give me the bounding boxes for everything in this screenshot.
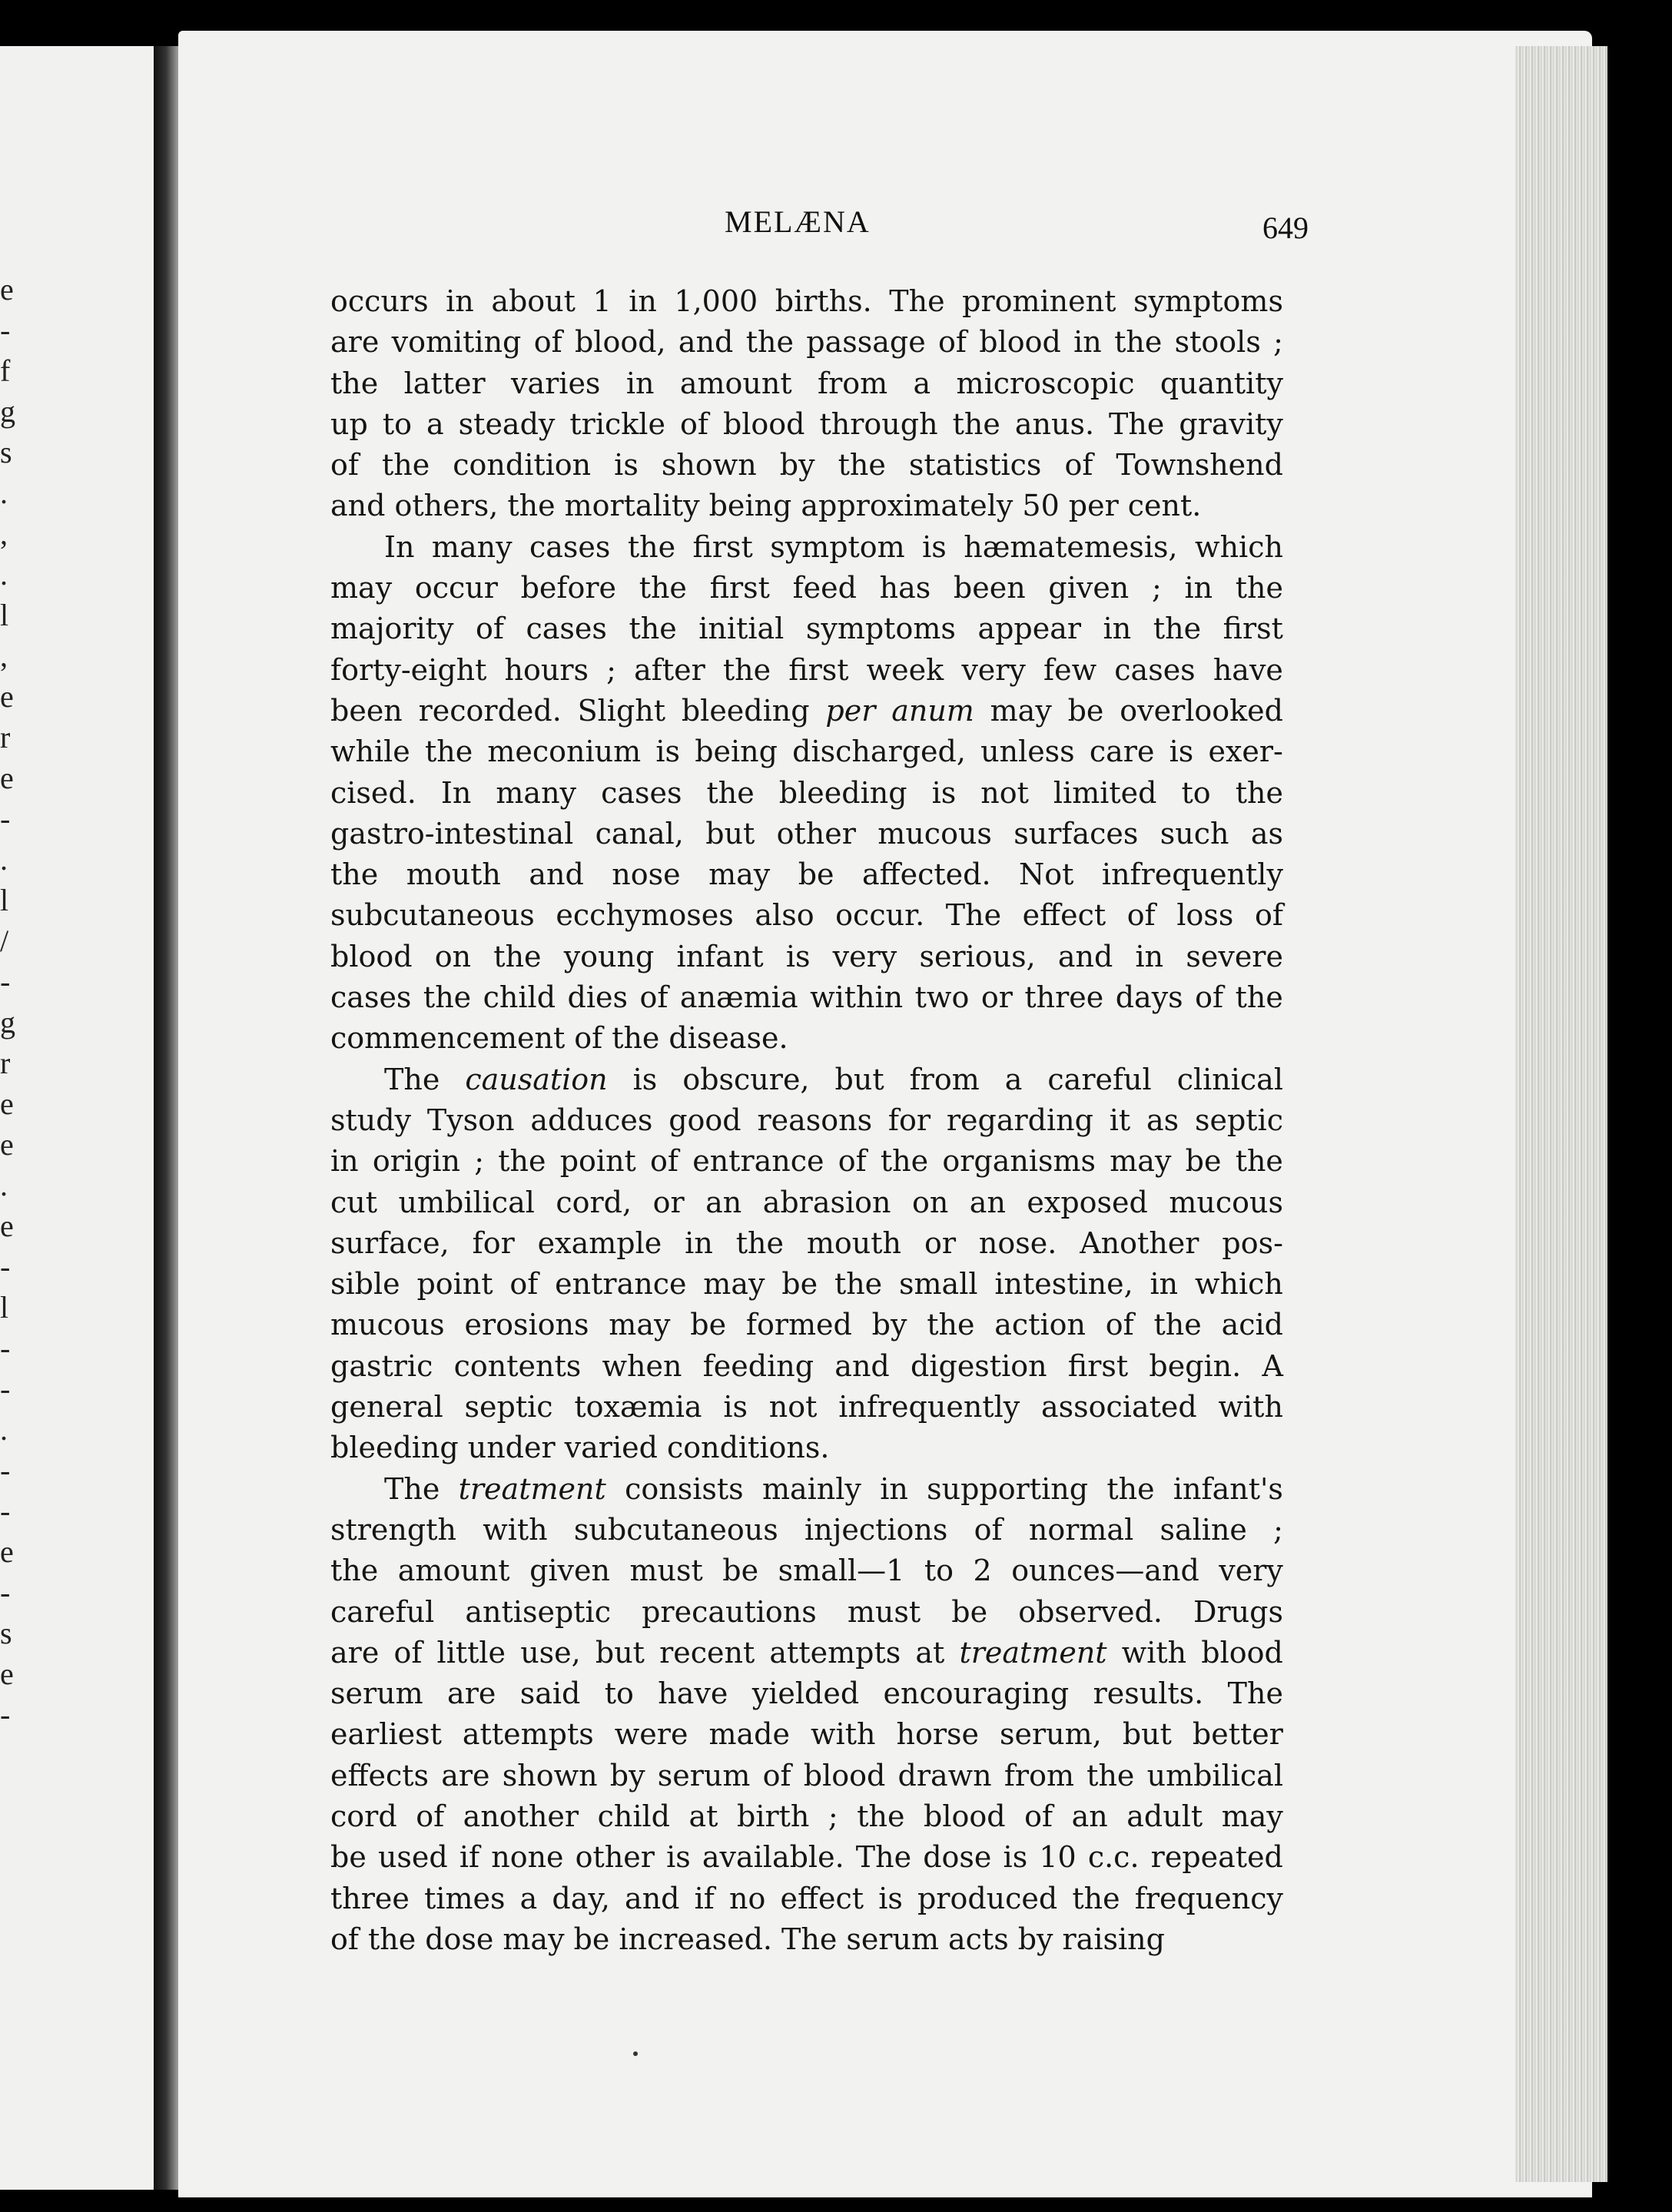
facing-page-fragment: r [0, 720, 11, 754]
facing-page-fragment: . [0, 842, 8, 877]
text-line: and others, the mortality being approximately 50 per cent. [330, 489, 1202, 523]
text-line: surface, for example in the mouth or nose. Another pos- [330, 1225, 1283, 1260]
facing-page-fragment: , [0, 516, 8, 551]
text-line: serum are said to have yielded encouraging results. The [330, 1676, 1283, 1711]
facing-page-fragment: e [0, 1209, 14, 1243]
facing-page-fragment: . [0, 476, 8, 510]
facing-page-fragment: - [0, 1331, 11, 1365]
text-line: majority of cases the initial symptoms appear in the first [330, 612, 1283, 646]
text-line: while the meconium is being discharged, unless care is exer- [330, 735, 1283, 769]
facing-page-fragment: . [0, 1412, 8, 1447]
facing-page-fragment: g [0, 1005, 15, 1040]
facing-page-fragment: g [0, 394, 15, 429]
facing-page-fragment: , [0, 638, 8, 673]
text-line: three times a day, and if no effect is produced the frequency [330, 1881, 1283, 1915]
facing-page-fragment: r [0, 1046, 11, 1080]
text-line: subcutaneous ecchymoses also occur. The effect of loss of [330, 898, 1283, 933]
text-line: occurs in about 1 in 1,000 births. The prominent symptoms [330, 284, 1283, 318]
facing-page [0, 46, 169, 2190]
text-line: may occur before the first feed has been given ; in the [330, 571, 1283, 605]
facing-page-fragment: e [0, 1086, 14, 1121]
facing-page-fragment: - [0, 964, 11, 999]
page-edges [1515, 46, 1607, 2182]
text-line: in origin ; the point of entrance of the organisms may be the [330, 1144, 1283, 1179]
text-line: sible point of entrance may be the small intestine, in which [330, 1267, 1283, 1302]
paragraph [330, 1469, 1283, 1961]
text-line: forty-eight hours ; after the first week very few cases have [330, 652, 1283, 687]
facing-page-fragment: e [0, 1127, 14, 1162]
text-line: mucous erosions may be formed by the action of the acid [330, 1308, 1283, 1342]
facing-page-fragment: l [0, 598, 9, 632]
facing-page-fragment: - [0, 1249, 11, 1284]
text-line: earliest attempts were made with horse serum, but better [330, 1717, 1283, 1752]
text-line: be used if none other is available. The dose is 10 c.c. repeated [330, 1840, 1283, 1875]
facing-page-fragment: f [0, 353, 11, 388]
facing-page-fragment: - [0, 1453, 11, 1487]
paragraph [330, 281, 1283, 527]
text-line: cised. In many cases the bleeding is not limited to the [330, 775, 1283, 810]
facing-page-fragment: e [0, 679, 14, 714]
text-line: The causation is obscure, but from a careful clinical [384, 1062, 1283, 1096]
text-line: gastro-intestinal canal, but other mucous surfaces such as [330, 816, 1283, 851]
page-number: 649 [1262, 211, 1309, 245]
running-title: MELÆNA [725, 204, 871, 239]
facing-page-fragment: e [0, 272, 14, 307]
facing-page-fragment: e [0, 1657, 14, 1691]
text-line: cord of another child at birth ; the blood of an adult may [330, 1799, 1283, 1833]
facing-page-fragment: l [0, 883, 9, 917]
facing-page-fragment: - [0, 313, 11, 347]
text-line: study Tyson adduces good reasons for regarding it as septic [330, 1103, 1283, 1137]
text-line: cases the child dies of anæmia within two or three days of the [330, 980, 1283, 1015]
facing-page-fragment: - [0, 1697, 11, 1732]
facing-page-fragment: s [0, 1616, 12, 1650]
text-line: gastric contents when feeding and digestion first begin. A [330, 1348, 1283, 1383]
text-line: blood on the young infant is very serious, and in severe [330, 939, 1283, 973]
facing-page-fragment: e [0, 1534, 14, 1569]
paragraph [330, 1060, 1283, 1469]
text-line: the mouth and nose may be affected. Not infrequently [330, 857, 1283, 892]
text-line: commencement of the disease. [330, 1021, 788, 1056]
text-line: been recorded. Slight bleeding per anum may be overlooked [330, 693, 1283, 728]
running-head [340, 204, 1309, 250]
text-line: cut umbilical cord, or an abrasion on an exposed mucous [330, 1185, 1283, 1219]
paragraph [330, 527, 1283, 1060]
text-line: strength with subcutaneous injections of normal saline ; [330, 1512, 1283, 1547]
facing-page-fragment: - [0, 1371, 11, 1406]
text-line: are of little use, but recent attempts at treatment with blood [330, 1635, 1283, 1670]
text-line: general septic toxæmia is not infrequently associated with [330, 1390, 1283, 1424]
text-line: bleeding under varied conditions. [330, 1431, 830, 1465]
facing-page-fragment: - [0, 1494, 11, 1528]
text-line: careful antiseptic precautions must be observed. Drugs [330, 1594, 1283, 1629]
facing-page-fragment: - [0, 801, 11, 836]
text-line: up to a steady trickle of blood through the anus. The gravity [330, 406, 1283, 441]
facing-page-fragment: - [0, 1575, 11, 1610]
facing-page-fragment: s [0, 435, 12, 469]
text-line: the latter varies in amount from a microscopic quantity [330, 366, 1283, 400]
facing-page-fragment: e [0, 761, 14, 795]
facing-page-fragment: l [0, 1290, 9, 1325]
facing-page-fragment: / [0, 924, 9, 958]
text-line: are vomiting of blood, and the passage of blood in the stools ; [330, 325, 1283, 360]
facing-page-text-fragments [0, 269, 15, 1735]
text-line: of the condition is shown by the statistics of Townshend [330, 448, 1283, 483]
body-text [330, 281, 1283, 1960]
text-line: effects are shown by serum of blood drawn from the umbilical [330, 1758, 1283, 1792]
text-line: of the dose may be increased. The serum acts by raising [330, 1922, 1165, 1956]
specks-mark [633, 2051, 638, 2056]
text-line: the amount given must be small—1 to 2 ounces—and very [330, 1554, 1283, 1588]
facing-page-fragment: . [0, 557, 8, 592]
text-line: In many cases the first symptom is hæmatemesis, which [384, 529, 1283, 564]
facing-page-fragment: . [0, 1168, 8, 1202]
text-line: The treatment consists mainly in supporting the infant's [384, 1471, 1283, 1506]
